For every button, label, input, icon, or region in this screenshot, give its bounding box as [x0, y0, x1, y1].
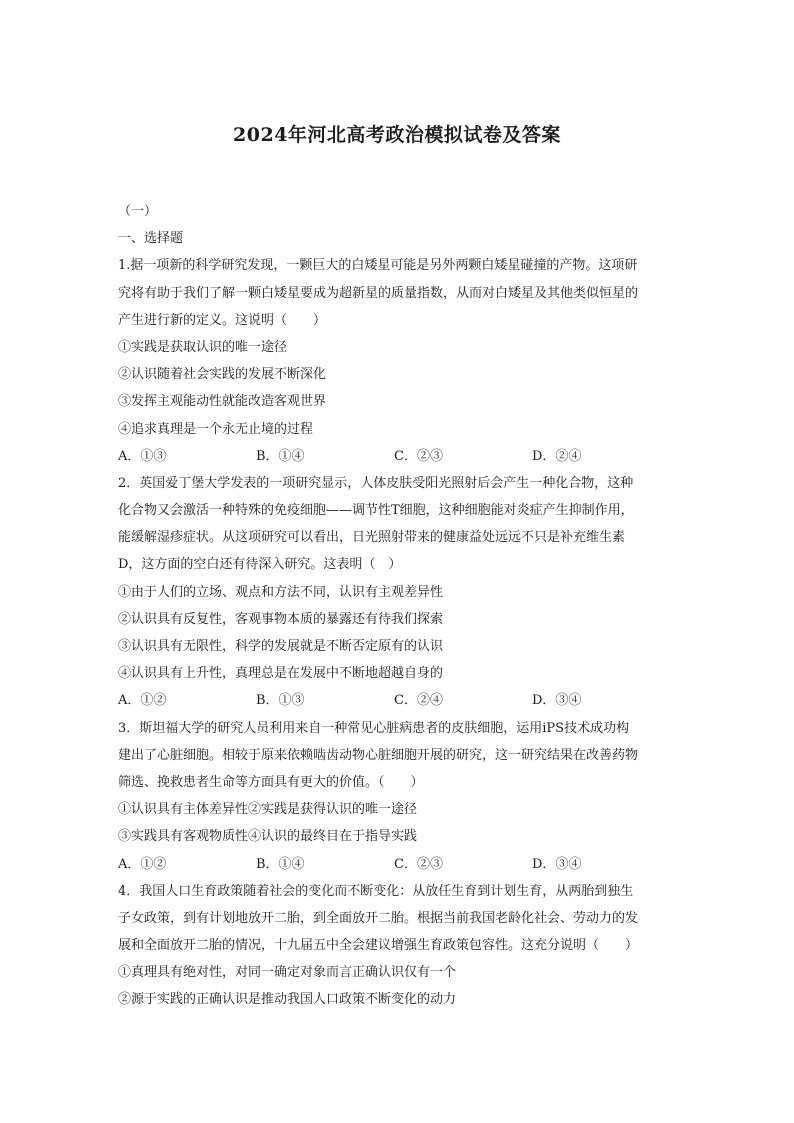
question-stem-line: 产生进行新的定义。这说明（ ） [118, 312, 327, 328]
section-heading: （一） [118, 204, 158, 219]
question-stem-line: 3．斯坦福大学的研究人员利用来自一种常见心脏病患者的皮肤细胞，运用iPS技术成功构 [118, 720, 630, 736]
option-d: D．③④ [532, 693, 582, 709]
statement-item: ③实践具有客观物质性④认识的最终目在于指导实践 [118, 829, 418, 845]
option-c: C．②③ [394, 856, 443, 872]
question-2 [118, 470, 678, 715]
option-d: D．②④ [532, 448, 582, 464]
question-4 [118, 878, 678, 1014]
statement-item: ②源于实践的正确认识是推动我国人口政策不断变化的动力 [118, 992, 457, 1008]
option-a: A．①② [118, 693, 167, 709]
option-b: B．①③ [256, 693, 305, 709]
question-stem-line: 子女政策，到有计划地放开二胎，到全面放开二胎。根据当前我国老龄化社会、劳动力的发 [118, 910, 639, 926]
question-stem-line: 4．我国人口生育政策随着社会的变化而不断变化：从放任生育到计划生育，从两胎到独生 [118, 883, 634, 899]
document-body [118, 198, 678, 1014]
question-stem-line: 展和全面放开二胎的情况，十九届五中全会建议增强生育政策包容性。这充分说明（ ） [118, 938, 639, 954]
statement-item: ①实践是获取认识的唯一途径 [118, 339, 288, 355]
question-stem-line: 化合物又会激活一种特殊的免疫细胞——调节性T细胞，这种细胞能对炎症产生抑制作用， [118, 503, 634, 519]
statement-item: ④认识具有上升性，真理总是在发展中不断地超越自身的 [118, 666, 444, 682]
option-d: D．③④ [532, 856, 582, 872]
answer-options [118, 851, 678, 878]
question-stem-line: 筛选、挽救患者生命等方面具有更大的价值。（ ） [118, 774, 424, 790]
option-b: B．①④ [256, 448, 305, 464]
statement-item: ①由于人们的立场、观点和方法不同，认识有主观差异性 [118, 584, 444, 600]
statement-item: ④追求真理是一个永无止境的过程 [118, 421, 314, 437]
statement-item: ③认识具有无限性，科学的发展就是不断否定原有的认识 [118, 639, 444, 654]
question-stem-line: 究将有助于我们了解一颗白矮星要成为超新星的质量指数，从而对白矮星及其他类似恒星的 [118, 285, 639, 301]
question-stem-line: 建出了心脏细胞。相较于原来依赖啮齿动物心脏细胞开展的研究，这一研究结果在改善药物 [118, 747, 639, 763]
option-a: A．①② [118, 856, 167, 872]
statement-item: ②认识随着社会实践的发展不断深化 [118, 367, 327, 383]
statement-item: ②认识具有反复性，客观事物本质的暴露还有待我们探索 [118, 611, 444, 627]
option-c: C．②④ [394, 693, 443, 709]
question-stem-line: 1.据一项新的科学研究发现，一颗巨大的白矮星可能是另外两颗白矮星碰撞的产物。这项研 [118, 258, 638, 274]
statement-item: ①真理具有绝对性，对同一确定对象而言正确认识仅有一个 [118, 965, 457, 981]
answer-options [118, 443, 678, 470]
question-stem-line: 2．英国爱丁堡大学发表的一项研究显示，人体皮肤受阳光照射后会产生一种化合物，这种 [118, 475, 634, 491]
question-stem-line: D，这方面的空白还有待深入研究。这表明（ ） [118, 557, 402, 573]
statement-item: ③发挥主观能动性就能改造客观世界 [118, 394, 327, 410]
option-b: B．①④ [256, 856, 305, 872]
option-c: C．②③ [394, 448, 443, 464]
question-1 [118, 252, 678, 470]
statement-item: ①认识具有主体差异性②实践是获得认识的唯一途径 [118, 802, 418, 818]
question-stem-line: 能缓解湿疹症状。从这项研究可以看出，日光照射带来的健康益处远远不只是补充维生素 [118, 530, 626, 546]
option-a: A．①③ [118, 448, 167, 464]
subsection-heading: 一、选择题 [118, 231, 184, 247]
document-title: 2024年河北高考政治模拟试卷及答案 [233, 124, 561, 146]
question-3 [118, 715, 678, 878]
answer-options [118, 687, 678, 714]
